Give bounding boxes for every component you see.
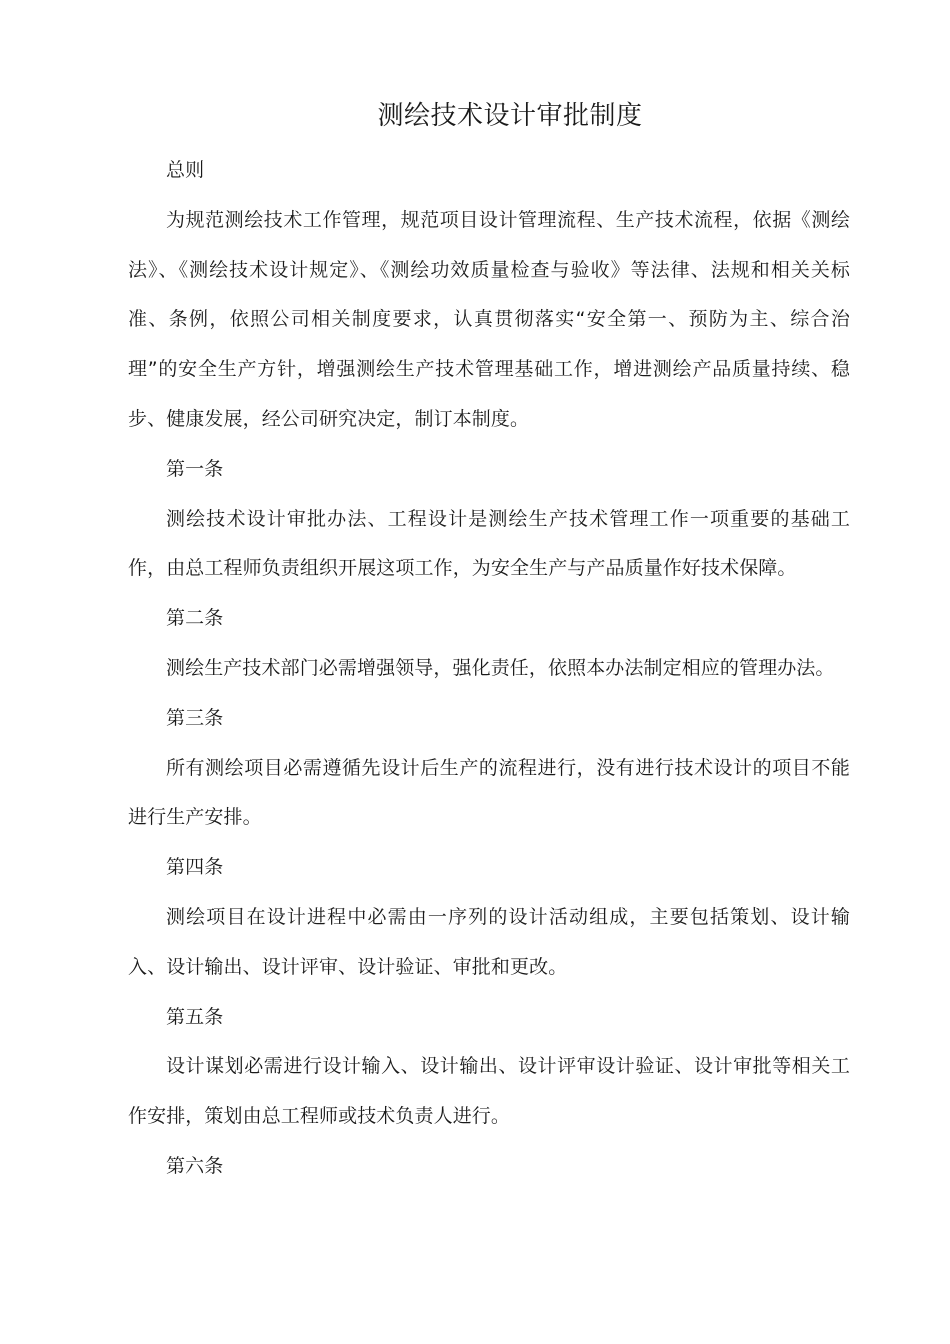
- paragraph-article-4: 测绘项目在设计进程中必需由一序列的设计活动组成，主要包括策划、设计输入、设计输出、设计评审、设计验证、审批和更改。: [128, 905, 850, 978]
- paragraph-article-2: 测绘生产技术部门必需增强领导，强化责任，依照本办法制定相应的管理办法。: [166, 656, 835, 679]
- section-heading-article-3: 第三条: [166, 706, 224, 729]
- paragraph-article-5: 设计谋划必需进行设计输入、设计输出、设计评审设计验证、设计审批等相关工作安排，策划由总工程师或技术负责人进行。: [128, 1055, 850, 1128]
- section-heading-article-6: 第六条: [166, 1154, 224, 1177]
- section-heading-article-4: 第四条: [166, 856, 224, 879]
- section-heading-article-5: 第五条: [166, 1005, 224, 1028]
- section-heading-article-1: 第一条: [166, 457, 224, 480]
- section-heading-article-2: 第二条: [166, 607, 224, 630]
- paragraph-general: 为规范测绘技术工作管理，规范项目设计管理流程、生产技术流程，依据《测绘法》、《测绘技术设计规定》、《测绘功效质量检查与验收》等法律、法规和相关关标准、条例，依照公司相关制度要求，认真贯彻落实“安全第一、预防为主、综合治理”的安全生产方针，增强测绘生产技术管理基础工作，增进测绘产品质量持续、稳步、健康发展，经公司研究决定，制订本制度。: [128, 208, 850, 430]
- document-body: [128, 146, 850, 1192]
- section-heading-general: 总则: [166, 159, 205, 181]
- paragraph-article-1: 测绘技术设计审批办法、工程设计是测绘生产技术管理工作一项重要的基础工作，由总工程师负责组织开展这项工作，为安全生产与产品质量作好技术保障。: [128, 507, 850, 580]
- paragraph-article-3: 所有测绘项目必需遵循先设计后生产的流程进行，没有进行技术设计的项目不能进行生产安排。: [128, 756, 850, 829]
- document-title: 测绘技术设计审批制度: [377, 101, 643, 131]
